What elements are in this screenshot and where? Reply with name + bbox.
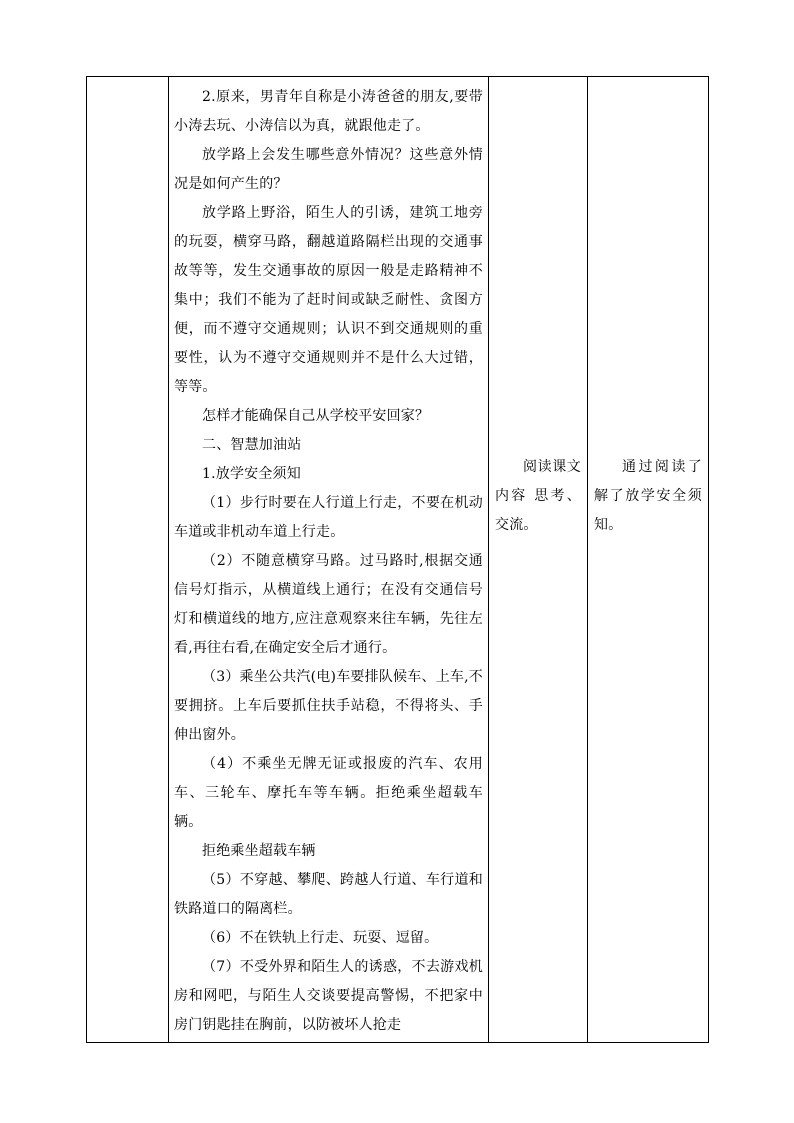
paragraph: （6）不在铁轨上行走、玩耍、逗留。 bbox=[202, 930, 439, 946]
paragraph: 怎样才能确保自己从学校平安回家？ bbox=[202, 408, 430, 424]
section-heading: 二、智慧加油站 bbox=[202, 437, 302, 453]
student-activity-text: 阅读课文内容 思考、交流。 bbox=[495, 459, 581, 533]
design-intent-text: 通过阅读了解了放学安全须知。 bbox=[594, 459, 702, 533]
paragraph: 放学路上野浴，陌生人的引诱，建筑工地旁的玩耍，横穿马路，翻越道路隔栏出现的交通事故等等，发生交通事故的原因一般是走路精神不集中；我们不能为了赶时间或缺乏耐性、贪图方便，而不遵守交通规则；认识不到交通规则的重要性，认为不遵守交通规则并不是什么大过错，等等。 bbox=[174, 205, 483, 395]
teaching-content-cell bbox=[169, 77, 489, 1043]
teaching-content bbox=[169, 77, 488, 1040]
paragraph: 放学路上会发生哪些意外情况？这些意外情况是如何产生的？ bbox=[174, 147, 483, 192]
design-intent-cell bbox=[588, 77, 709, 1043]
paragraph: （3）乘坐公共汽(电)车要排队候车、上车,不要拥挤。上车后要抓住扶手站稳，不得将头、手伸出窗外。 bbox=[174, 669, 483, 743]
subsection-heading: 1.放学安全须知 bbox=[202, 466, 301, 482]
paragraph: （2）不随意横穿马路。过马路时,根据交通信号灯指示，从横道线上通行；在没有交通信号灯和横道线的地方,应注意观察来往车辆，先往左看,再往右看,在确定安全后才通行。 bbox=[174, 553, 483, 656]
paragraph: （5）不穿越、攀爬、跨越人行道、车行道和铁路道口的隔离栏。 bbox=[174, 872, 483, 917]
stage-cell bbox=[87, 77, 169, 1043]
lesson-plan-table bbox=[86, 76, 709, 1043]
paragraph: （7）不受外界和陌生人的诱惑，不去游戏机房和网吧，与陌生人交谈要提高警惕，不把家中房门钥匙挂在胸前，以防被坏人抢走 bbox=[174, 959, 483, 1033]
paragraph: 拒绝乘坐超载车辆 bbox=[202, 843, 316, 859]
table-row bbox=[87, 77, 709, 1043]
student-activity-cell bbox=[489, 77, 588, 1043]
paragraph: （4）不乘坐无牌无证或报废的汽车、农用车、三轮车、摩托车等车辆。拒绝乘坐超载车辆。 bbox=[174, 756, 483, 830]
paragraph: 2.原来，男青年自称是小涛爸爸的朋友,要带小涛去玩、小涛信以为真，就跟他走了。 bbox=[174, 89, 483, 134]
paragraph: （1）步行时要在人行道上行走，不要在机动车道或非机动车道上行走。 bbox=[174, 495, 483, 540]
